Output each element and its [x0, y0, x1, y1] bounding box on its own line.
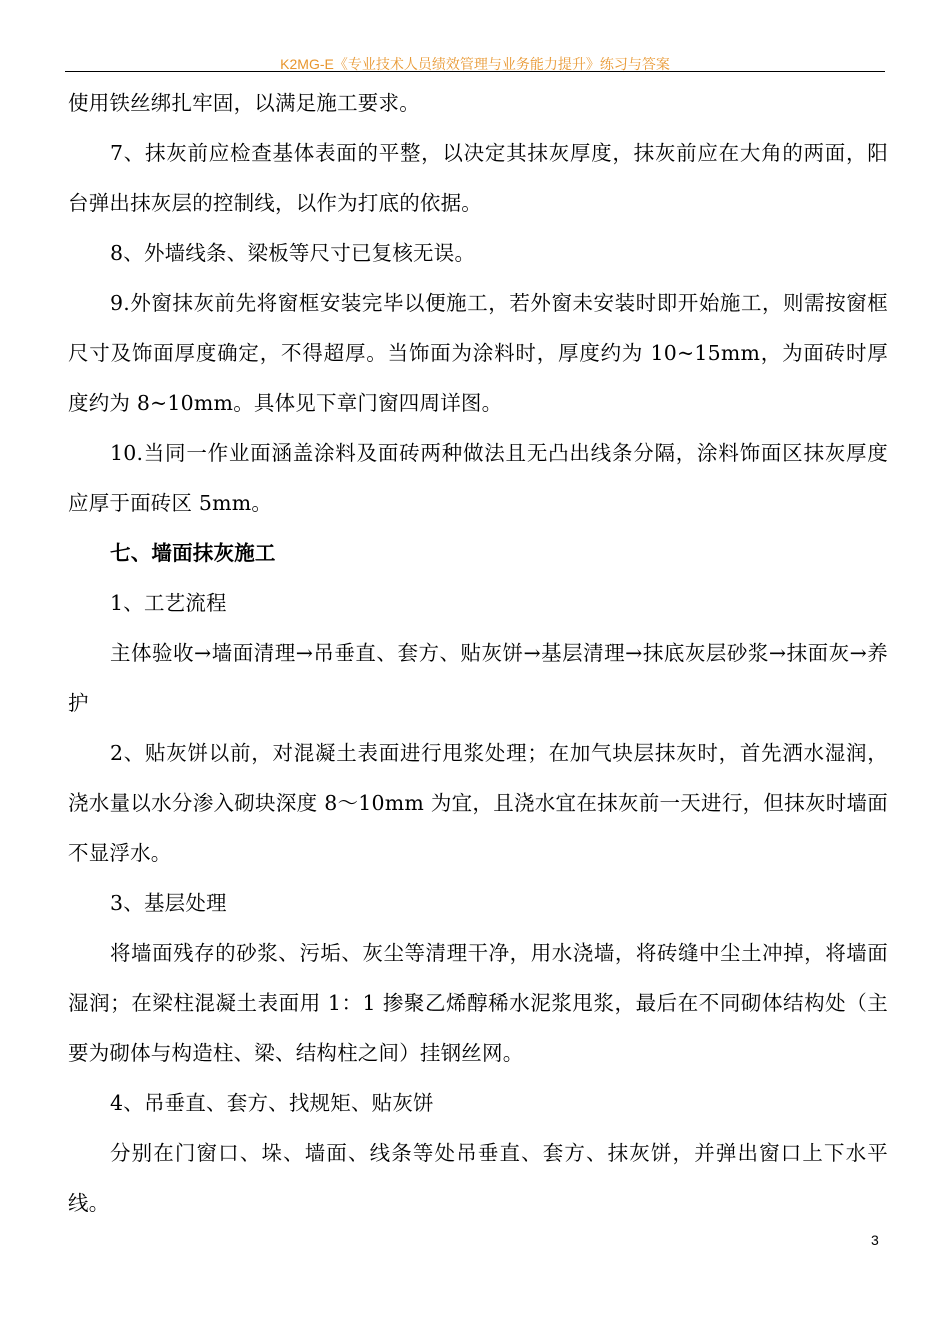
paragraph-base-treatment: 将墙面残存的砂浆、污垢、灰尘等清理干净，用水浇墙，将砖缝中尘土冲掉，将墙面湿润；在梁柱混凝土表面用 1：1 掺聚乙烯醇稀水泥浆甩浆，最后在不同砌体结构处（主要为砌体与构造柱、梁、结构柱之间）挂钢丝网。	[68, 941, 888, 1065]
paragraph-item-8: 8、外墙线条、梁板等尺寸已复核无误。	[110, 241, 476, 265]
subheading-base-treatment: 3、基层处理	[110, 891, 227, 915]
paragraph-item-2: 2、贴灰饼以前，对混凝土表面进行甩浆处理；在加气块层抹灰时，首先洒水湿润，浇水量以水分渗入砌块深度 8～10mm 为宜，且浇水宜在抹灰前一天进行，但抹灰时墙面不显浮水。	[68, 741, 888, 865]
document-body	[68, 78, 888, 1228]
header-code: K2MG-E	[280, 56, 334, 72]
paragraph-item-9: 9.外窗抹灰前先将窗框安装完毕以便施工，若外窗未安装时即开始施工，则需按窗框尺寸及饰面厚度确定，不得超厚。当饰面为涂料时，厚度约为 10~15mm，为面砖时厚度约为 8~10mm。具体见下章门窗四周详图。	[68, 291, 888, 415]
paragraph-item-10: 10.当同一作业面涵盖涂料及面砖两种做法且无凸出线条分隔，涂料饰面区抹灰厚度应厚于面砖区 5mm。	[68, 441, 888, 515]
paragraph-process-flow: 主体验收→墙面清理→吊垂直、套方、贴灰饼→基层清理→抹底灰层砂浆→抹面灰→养护	[68, 641, 888, 715]
subheading-process-flow: 1、工艺流程	[110, 591, 227, 615]
section-heading: 七、墙面抹灰施工	[110, 541, 276, 565]
paragraph-item-7: 7、抹灰前应检查基体表面的平整，以决定其抹灰厚度，抹灰前应在大角的两面，阳台弹出抹灰层的控制线，以作为打底的依据。	[68, 141, 888, 215]
header-divider	[65, 71, 885, 72]
paragraph-plumb-square: 分别在门窗口、垛、墙面、线条等处吊垂直、套方、抹灰饼，并弹出窗口上下水平线。	[68, 1141, 888, 1215]
header-title: 《专业技术人员绩效管理与业务能力提升》练习与答案	[333, 57, 670, 73]
paragraph-continuation: 使用铁丝绑扎牢固，以满足施工要求。	[68, 91, 420, 115]
subheading-plumb-square: 4、吊垂直、套方、找规矩、贴灰饼	[110, 1091, 434, 1115]
page-number: 3	[871, 1232, 879, 1248]
